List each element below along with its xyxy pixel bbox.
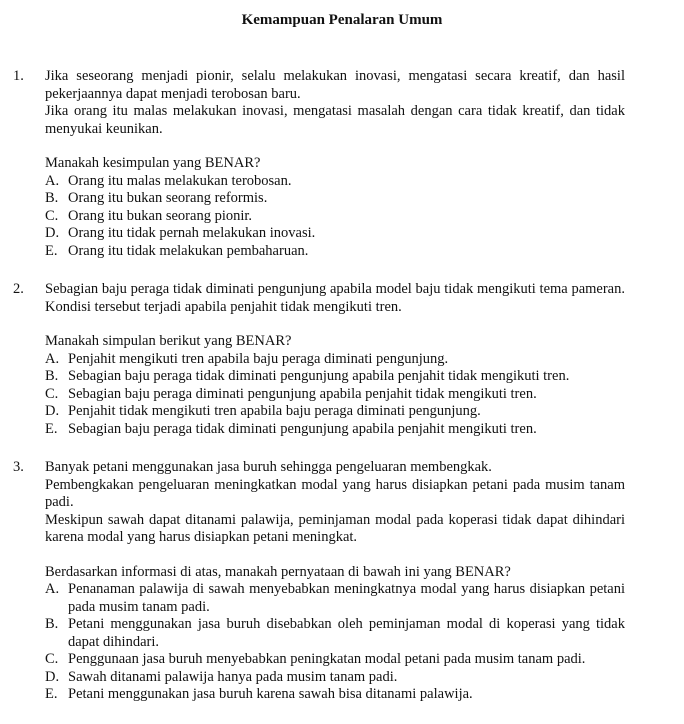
option-letter: D. <box>45 403 60 419</box>
option-letter: D. <box>45 668 60 685</box>
option-e[interactable] <box>45 421 625 439</box>
option-text: Petani menggunakan jasa buruh disebabkan oleh peminjaman modal di koperasi yang tidak dapat dihindari. <box>68 616 625 650</box>
options-list <box>45 173 625 261</box>
option-letter: B. <box>45 368 59 384</box>
question-body <box>45 459 625 704</box>
options-list <box>45 581 625 704</box>
option-text: Orang itu bukan seorang pionir. <box>68 207 253 224</box>
option-a[interactable] <box>45 581 625 616</box>
option-text: Orang itu malas melakukan terobosan. <box>68 172 292 189</box>
option-letter: C. <box>45 207 59 224</box>
option-letter: C. <box>45 651 59 667</box>
option-d[interactable] <box>45 403 625 421</box>
option-e[interactable] <box>45 686 625 704</box>
option-text: Orang itu tidak pernah melakukan inovasi. <box>68 225 316 241</box>
option-text: Orang itu tidak melakukan pembaharuan. <box>68 242 309 259</box>
option-text: Sebagian baju peraga tidak diminati pengunjung apabila penjahit tidak mengikuti tren. <box>68 368 570 384</box>
option-text: Penanaman palawija di sawah menyebabkan meningkatnya modal yang harus disiapkan petani pada musim tanam padi. <box>68 581 625 615</box>
option-text: Sawah ditanami palawija hanya pada musim tanam padi. <box>68 668 398 685</box>
page-title: Kemampuan Penalaran Umum <box>241 12 443 28</box>
question-paragraph: Jika seseorang menjadi pionir, selalu melakukan inovasi, mengatasi secara kreatif, dan hasil pekerjaannya dapat menjadi terobosan baru. <box>45 68 625 102</box>
option-letter: C. <box>45 385 59 402</box>
option-text: Sebagian baju peraga tidak diminati pengunjung apabila penjahit mengikuti tren. <box>68 420 537 437</box>
option-letter: E. <box>45 420 58 437</box>
option-text: Sebagian baju peraga diminati pengunjung apabila penjahit tidak mengikuti tren. <box>68 385 537 402</box>
question-prompt: Manakah simpulan berikut yang BENAR? <box>45 333 292 349</box>
option-letter: B. <box>45 190 59 206</box>
option-letter: E. <box>45 242 58 259</box>
option-c[interactable] <box>45 386 625 404</box>
option-e[interactable] <box>45 243 625 261</box>
option-text: Orang itu bukan seorang reformis. <box>68 190 268 206</box>
question-paragraph: Banyak petani menggunakan jasa buruh sehingga pengeluaran membengkak. <box>45 459 492 475</box>
question-body <box>45 281 625 438</box>
option-text: Penjahit tidak mengikuti tren apabila baju peraga diminati pengunjung. <box>68 403 481 419</box>
option-text: Penjahit mengikuti tren apabila baju peraga diminati pengunjung. <box>68 350 449 367</box>
option-a[interactable] <box>45 351 625 369</box>
question-number: 1. <box>13 68 24 84</box>
option-c[interactable] <box>45 651 625 669</box>
question-number: 2. <box>13 281 24 297</box>
options-list <box>45 351 625 439</box>
question-paragraph: Meskipun sawah dapat ditanami palawija, peminjaman modal pada koperasi tidak dapat dihindari karena modal yang harus disiapkan petani meningkat. <box>45 511 625 545</box>
option-text: Penggunaan jasa buruh menyebabkan peningkatan modal petani pada musim tanam padi. <box>68 651 586 667</box>
option-c[interactable] <box>45 208 625 226</box>
option-letter: A. <box>45 581 60 597</box>
question-number: 3. <box>13 459 24 475</box>
option-d[interactable] <box>45 225 625 243</box>
option-b[interactable] <box>45 368 625 386</box>
question-prompt: Manakah kesimpulan yang BENAR? <box>45 155 261 171</box>
option-letter: B. <box>45 616 59 632</box>
option-letter: E. <box>45 686 58 702</box>
question-body <box>45 68 625 260</box>
option-d[interactable] <box>45 669 625 687</box>
option-text: Petani menggunakan jasa buruh karena sawah bisa ditanami palawija. <box>68 686 473 702</box>
option-letter: A. <box>45 172 60 189</box>
option-b[interactable] <box>45 190 625 208</box>
question-paragraph: Pembengkakan pengeluaran meningkatkan modal yang harus disiapkan petani pada musim tanam padi. <box>45 476 625 510</box>
option-a[interactable] <box>45 173 625 191</box>
question-paragraph: Sebagian baju peraga tidak diminati pengunjung apabila model baju tidak mengikuti tema pameran. Kondisi tersebut terjadi apabila penjahit tidak mengikuti tren. <box>45 281 625 315</box>
option-letter: D. <box>45 225 60 241</box>
option-letter: A. <box>45 350 60 367</box>
question-prompt: Berdasarkan informasi di atas, manakah pernyataan di bawah ini yang BENAR? <box>45 563 511 580</box>
question-paragraph: Jika orang itu malas melakukan inovasi, mengatasi masalah dengan cara tidak kreatif, dan tidak menyukai keunikan. <box>45 103 625 137</box>
option-b[interactable] <box>45 616 625 651</box>
